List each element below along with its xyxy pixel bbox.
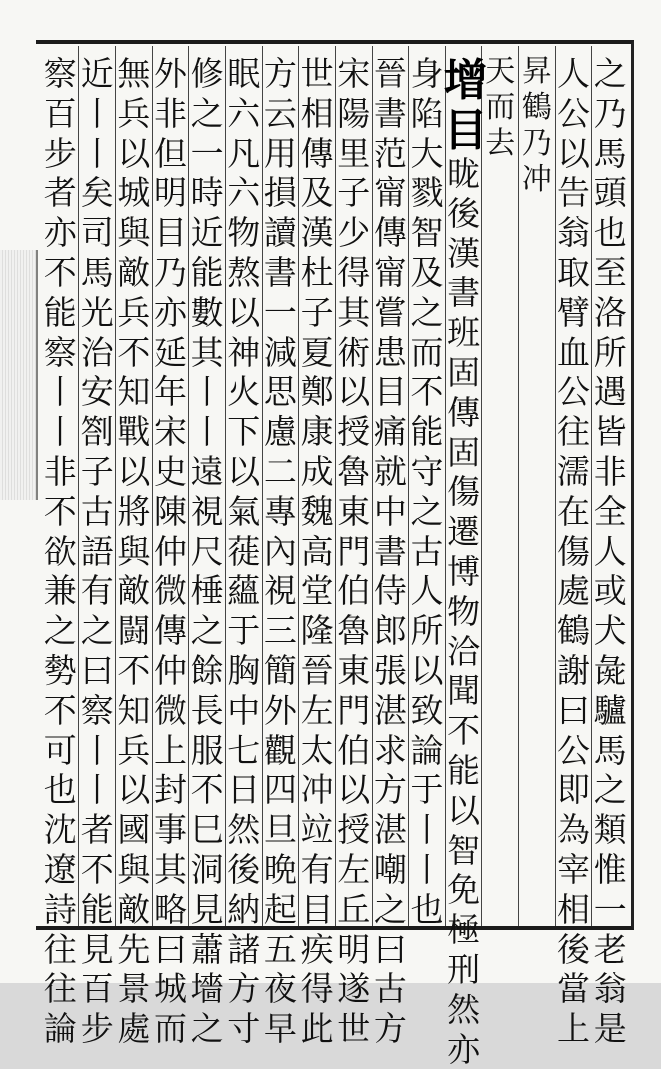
column-text: 察 百 步 者 亦 不 能 察 丨 丨 非 不 欲 兼 之 勢 不 可 也 沈 遼 詩 往 往 論 xyxy=(43,54,77,1049)
column-text: 天 而 去 xyxy=(485,54,516,161)
text-column xyxy=(115,46,152,1049)
column-text: 方 云 用 損 讀 書 一 減 思 慮 二 專 內 視 三 簡 外 觀 四 旦 晩 起 五 夜 早 xyxy=(263,54,297,1049)
column-text: 之 乃 馬 頭 也 至 洛 所 遇 皆 非 全 人 或 犬 彘 驢 馬 之 類 惟 一 老 翁 是 xyxy=(593,54,627,1049)
text-column xyxy=(262,46,299,1049)
column-text: 晉 書 范 甯 傳 甯 嘗 患 目 痛 就 中 書 侍 郎 張 湛 求 方 湛 嘲 之 曰 古 方 xyxy=(373,54,407,1049)
text-column xyxy=(372,46,409,1049)
column-text: 身 陷 大 戮 智 及 之 而 不 能 守 之 古 人 所 以 致 論 于 丨 丨 也 xyxy=(410,54,444,929)
column-text: 無 兵 以 城 與 敵 兵 不 知 戰 以 將 與 敵 闘 不 知 兵 以 國 與 敵 先 景 處 xyxy=(117,54,151,1049)
text-column xyxy=(443,46,488,1069)
text-column xyxy=(78,46,115,1049)
column-text: 近 丨 丨 矣 司 馬 光 治 安 劄 子 古 語 有 之 曰 察 丨 丨 者 不 能 見 百 步 xyxy=(80,54,114,1049)
text-columns xyxy=(42,46,628,1069)
text-column xyxy=(481,46,518,926)
text-column xyxy=(42,46,78,1049)
column-text: 外 非 但 明 目 乃 亦 延 年 宋 史 陳 仲 微 傳 仲 微 上 封 事 其 略 曰 城 而 xyxy=(154,54,187,1049)
column-text: 昽 後 漢 書 班 固 傳 固 傷 遷 博 物 洽 聞 不 能 以 智 免 極 刑 然 亦 xyxy=(447,154,481,1069)
text-column xyxy=(152,46,189,1049)
binding-gutter xyxy=(0,250,38,500)
column-text: 眠 六 凡 六 物 熬 以 神 火 下 以 氣 蓰 蘊 于 胸 中 七 日 然 後 納 諸 方 寸 xyxy=(227,54,261,1049)
column-text: 宋 陽 里 子 少 得 其 術 以 授 魯 東 門 伯 魯 東 門 伯 以 授 左 丘 明 遂 世 xyxy=(337,54,371,1049)
text-column xyxy=(335,46,372,1049)
column-text: 世 相 傳 及 漢 杜 子 夏 鄭 康 成 魏 高 堂 隆 晉 左 太 冲 竝 有 目 疾 得 此 xyxy=(300,54,334,1049)
text-column xyxy=(298,46,335,1049)
text-column xyxy=(188,46,225,1049)
text-column xyxy=(408,46,445,929)
text-column xyxy=(225,46,262,1049)
section-heading: 增 目 xyxy=(443,55,488,156)
column-text: 人 公 以 告 翁 取 臂 血 公 往 濡 在 傷 處 鶴 謝 曰 公 即 為 宰 相 後 當 上 xyxy=(557,54,591,1049)
column-text: 修 之 一 時 近 能 數 其 丨 丨 遠 視 尺 棰 之 餘 長 服 不 巳 洞 見 蕭 墻 之 xyxy=(190,54,224,1049)
text-column xyxy=(555,46,592,1049)
column-text: 昇 鶴 乃 冲 xyxy=(521,54,552,197)
text-column xyxy=(591,46,628,1049)
text-column xyxy=(518,46,555,926)
